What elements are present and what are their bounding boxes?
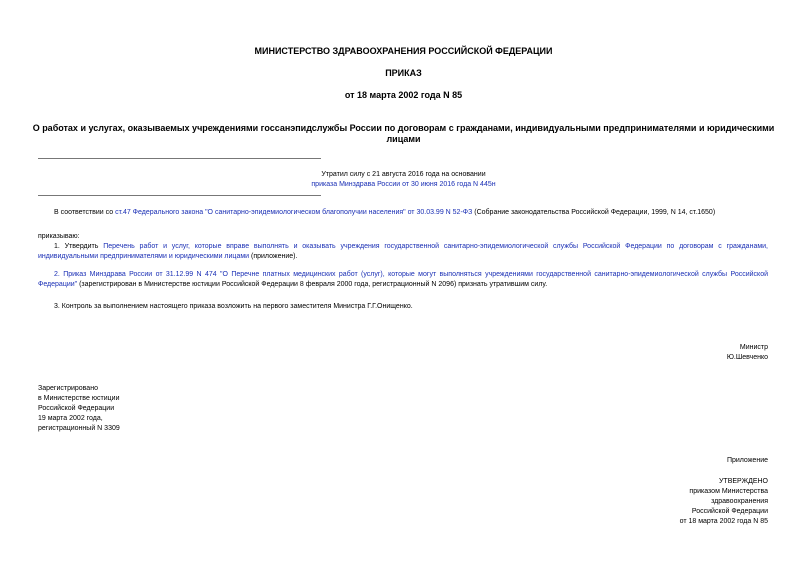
appendix-line: Российской Федерации (691, 508, 768, 515)
preamble-suffix: (Собрание законодательства Российской Федерации, 1999, N 14, ст.1650) (472, 209, 716, 216)
status-note (0, 170, 807, 190)
item-1-link[interactable]: Перечень работ и услуг, которые вправе выполнять и оказывать учреждения государственной санитарно-эпидемиологической службы Российской Федерации по договорам с гражданами, индивидуальными предпринимателями и юридическими лицами (38, 243, 769, 260)
item-3-paragraph: 3. Контроль за выполнением настоящего приказа возложить на первого заместителя Министра Г.Г.Онищенко. (54, 303, 413, 310)
preamble-prefix: В соответствии со (54, 209, 116, 216)
appendix-label: Приложение (726, 457, 768, 464)
appendix-line: приказом Министерства (689, 488, 768, 495)
status-line: Утратил силу с 21 августа 2016 года на основании (321, 171, 486, 178)
registration-line: регистрационный N 3309 (38, 425, 120, 432)
signature-name: Ю.Шевченко (726, 354, 768, 361)
appendix-line: УТВЕРЖДЕНО (718, 478, 768, 485)
signature-role: Министр (739, 344, 768, 351)
status-link[interactable]: приказа Минздрава России от 30 июня 2016 года N 445н (311, 181, 496, 188)
item-1-suffix: (приложение). (249, 253, 298, 260)
item-1-prefix: 1. Утвердить (54, 243, 104, 250)
signature-block (560, 343, 768, 363)
appendix-line: здравоохранения (711, 498, 768, 505)
doc-title: О работах и услугах, оказываемых учреждениями госсанэпидслужбы России по договорам с гражданами, индивидуальными предпринимателями и юридическими лицами (32, 123, 775, 144)
preamble-paragraph (38, 208, 768, 218)
divider-bottom (38, 195, 321, 196)
ministry-heading: МИНИСТЕРСТВО ЗДРАВООХРАНЕНИЯ РОССИЙСКОЙ ФЕДЕРАЦИИ (254, 46, 553, 56)
divider-top (38, 158, 321, 159)
registration-block (38, 384, 258, 434)
registration-line: 19 марта 2002 года, (38, 415, 103, 422)
appendix-approval-block (560, 477, 768, 527)
item-1-paragraph (38, 242, 768, 262)
registration-line: в Министерстве юстиции (38, 395, 120, 402)
item-2-link[interactable]: 2. Приказ Минздрава России от 31.12.99 N 474 "О Перечне платных медицинских работ (услуг), которые могут выполняться учреждениями государственной санитарно-эпидемиологической службы Российской Федерации" (38, 271, 768, 288)
registration-line: Российской Федерации (38, 405, 115, 412)
preamble-link[interactable]: ст.47 Федерального закона "О санитарно-эпидемиологическом благополучии населения" от 30.03.99 N 52-ФЗ (115, 209, 473, 216)
order-word: приказываю: (38, 233, 80, 240)
doc-date-number: от 18 марта 2002 года N 85 (344, 90, 463, 100)
appendix-line: от 18 марта 2002 года N 85 (679, 518, 768, 525)
registration-line: Зарегистрировано (38, 385, 98, 392)
item-2-paragraph (38, 270, 768, 290)
item-2-suffix: (зарегистрирован в Министерстве юстиции Российской Федерации 8 февраля 2000 года, регистрационный N 2096) признать утратившим силу. (77, 281, 548, 288)
doc-type-heading: ПРИКАЗ (385, 68, 422, 78)
